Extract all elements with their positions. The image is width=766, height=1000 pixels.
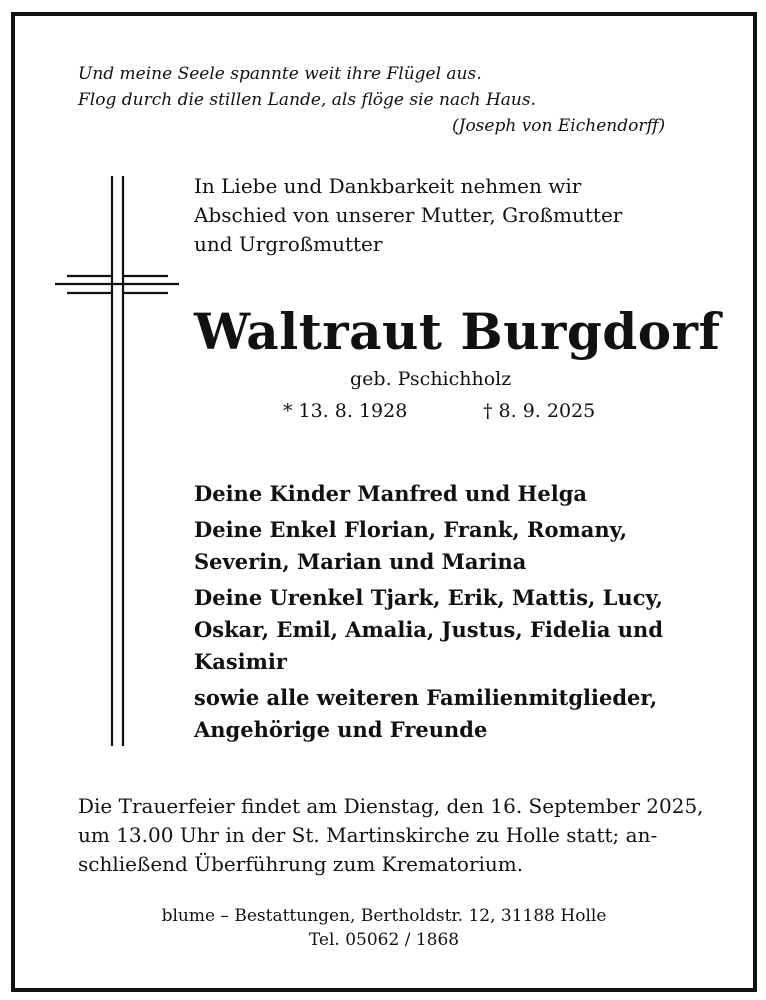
quote	[78, 61, 666, 136]
mourners-line: Deine Enkel Florian, Frank, Romany,	[194, 517, 628, 542]
obituary-notice	[11, 12, 757, 992]
mourners-others	[194, 682, 663, 746]
intro-line-2: Abschied von unserer Mutter, Großmutter	[194, 203, 623, 227]
mourners-line: sowie alle weiteren Familienmitglieder,	[194, 685, 658, 710]
intro-text	[194, 172, 622, 259]
birth-name: geb. Pschichholz	[350, 368, 512, 390]
life-dates	[283, 400, 596, 422]
mourners-children	[194, 478, 663, 510]
mourners-line: Deine Urenkel Tjark, Erik, Mattis, Lucy,	[194, 585, 663, 610]
mourners-line: Angehörige und Freunde	[194, 717, 488, 742]
mourners-line: Deine Kinder Manfred und Helga	[194, 481, 587, 506]
mourners-list	[194, 478, 663, 750]
deceased-name: Waltraut Burgdorf	[194, 302, 721, 361]
undertaker-info	[15, 904, 753, 952]
quote-line-2: Flog durch die stillen Lande, als flöge sie nach Haus.	[78, 90, 537, 110]
birth-date: * 13. 8. 1928	[283, 400, 408, 422]
undertaker-address: blume – Bestattungen, Bertholdstr. 12, 31188 Holle	[161, 906, 607, 926]
service-line-1: Die Trauerfeier findet am Dienstag, den 16. September 2025,	[78, 794, 704, 818]
undertaker-phone: Tel. 05062 / 1868	[308, 930, 460, 950]
mourners-line: Kasimir	[194, 649, 287, 674]
quote-author: (Joseph von Eichendorff)	[452, 116, 666, 136]
cross-icon	[55, 176, 179, 746]
intro-line-1: In Liebe und Dankbarkeit nehmen wir	[194, 174, 582, 198]
mourners-line: Severin, Marian und Marina	[194, 549, 527, 574]
service-line-3: schließend Überführung zum Krematorium.	[78, 852, 524, 876]
funeral-service-info	[78, 792, 704, 879]
mourners-line: Oskar, Emil, Amalia, Justus, Fidelia und	[194, 617, 664, 642]
service-line-2: um 13.00 Uhr in der St. Martinskirche zu Holle statt; an-	[78, 823, 658, 847]
intro-line-3: und Urgroßmutter	[194, 232, 383, 256]
quote-line-1: Und meine Seele spannte weit ihre Flügel aus.	[78, 64, 482, 84]
death-date: † 8. 9. 2025	[483, 400, 596, 422]
mourners-grandchildren	[194, 514, 663, 578]
mourners-great-grandchildren	[194, 582, 663, 678]
